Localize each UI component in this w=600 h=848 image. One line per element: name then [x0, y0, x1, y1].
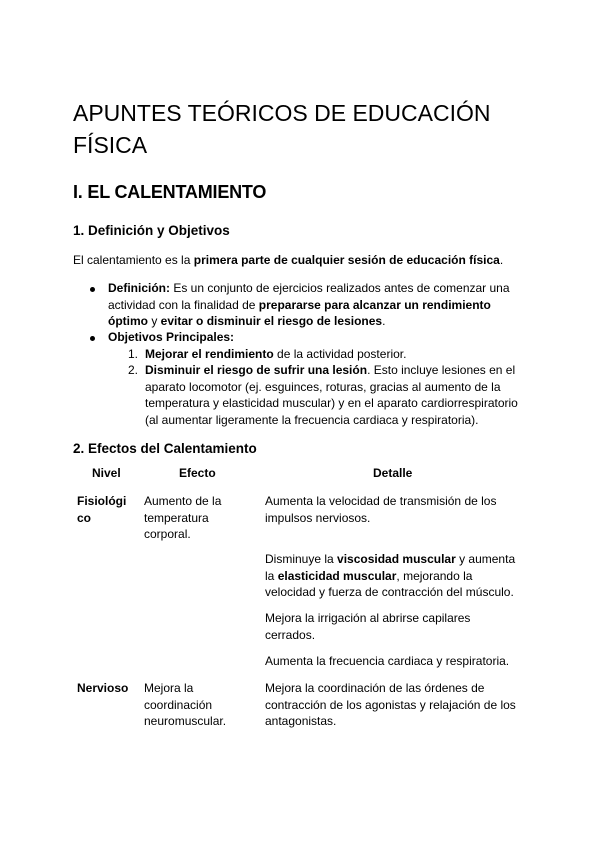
nivel-cell-line-1: Fisiológi: [77, 494, 127, 508]
intro-paragraph: El calentamiento es la primera parte de cualquier sesión de educación física.: [73, 253, 504, 267]
detalle-cell-2-line-2: la elasticidad muscular, mejorando la: [265, 568, 473, 583]
table-header-detalle: Detalle: [373, 466, 413, 480]
definition-line-2: actividad con la finalidad de prepararse para alcanzar un rendimiento: [108, 297, 491, 312]
list-number: 1.: [127, 346, 138, 361]
detalle-cell-2-line-3: velocidad y fuerza de contracción del músculo.: [265, 585, 514, 599]
subsection-heading-definicion: 1. Definición y Objetivos: [73, 223, 230, 238]
list-number: 2.: [127, 363, 138, 377]
objective-item-1: Mejorar el rendimiento de la actividad posterior.: [145, 346, 407, 361]
detalle-cell-1-line-1: Aumenta la velocidad de transmisión de los: [265, 494, 497, 508]
table-header-nivel: Nivel: [92, 466, 121, 480]
bullet-icon: [90, 287, 95, 292]
objectives-label: Objetivos Principales:: [108, 330, 235, 344]
efecto-cell-line-1: Aumento de la: [144, 494, 222, 508]
nivel-cell-nervioso: Nervioso: [77, 681, 129, 695]
detalle-cell-4: Aumenta la frecuencia cardiaca y respiratoria.: [265, 654, 510, 668]
section-heading: I. EL CALENTAMIENTO: [73, 182, 267, 202]
efecto-cell-line-2: temperatura: [144, 510, 209, 525]
detalle-cell-3-line-1: Mejora la irrigación al abrirse capilares: [265, 611, 471, 625]
subsection-heading-efectos: 2. Efectos del Calentamiento: [73, 441, 257, 456]
detalle-cell-line-2: contracción de los agonistas y relajación de los: [265, 697, 516, 712]
detalle-cell-line-3: antagonistas.: [265, 714, 337, 728]
detalle-cell-line-1: Mejora la coordinación de las órdenes de: [265, 681, 485, 695]
efecto-cell-line-3: neuromuscular.: [144, 714, 227, 728]
efecto-cell-line-3: corporal.: [144, 527, 191, 541]
detalle-cell-1-line-2: impulsos nerviosos.: [265, 510, 371, 525]
table-header-efecto: Efecto: [179, 466, 216, 480]
document-title: APUNTES TEÓRICOS DE EDUCACIÓN FÍSICA: [73, 100, 491, 158]
objective-item-2-line-4: (al aumentar ligeramente la frecuencia cardiaca y respiratoria).: [145, 412, 479, 427]
definition-line-3: óptimo y evitar o disminuir el riesgo de lesiones.: [108, 314, 386, 328]
bullet-icon: [90, 336, 95, 341]
nivel-cell-line-2: co: [77, 510, 92, 525]
objective-item-2-line-3: temperatura y elasticidad muscular) y en el aparato cardiorrespiratorio: [145, 396, 518, 410]
efecto-cell-line-2: coordinación: [144, 697, 213, 712]
detalle-cell-2-line-1: Disminuye la viscosidad muscular y aumenta: [265, 552, 516, 566]
objective-item-2-line-2: aparato locomotor (ej. esguinces, roturas, gracias al aumento de la: [145, 379, 501, 394]
detalle-cell-3-line-2: cerrados.: [265, 627, 316, 642]
efecto-cell-line-1: Mejora la: [144, 681, 194, 695]
definition-line-1: Definición: Es un conjunto de ejercicios realizados antes de comenzar una: [108, 281, 510, 295]
objective-item-2-line-1: Disminuir el riesgo de sufrir una lesión. Esto incluye lesiones en el: [145, 363, 516, 377]
